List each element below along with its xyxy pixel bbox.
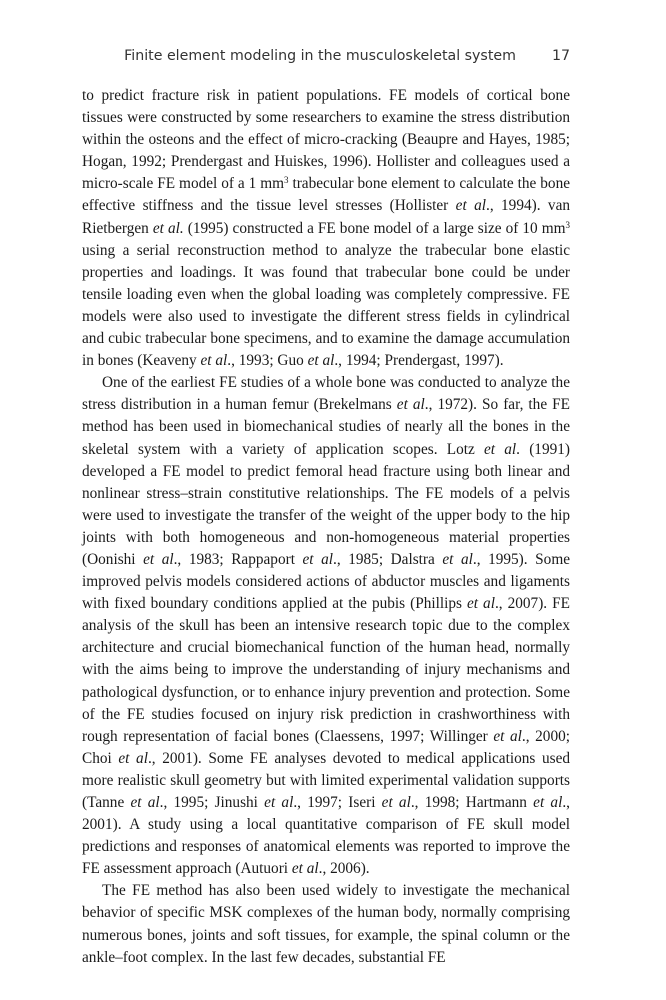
running-head bbox=[82, 48, 570, 64]
paragraph: The FE method has also been used widely to investigate the mechanical behavior of specific MSK complexes of the human body, normally comprising numerous bones, joints and soft tissues, for example, the spinal column or the ankle–foot complex. In the last few decades, substantial FE bbox=[82, 882, 570, 966]
paragraph: to predict fracture risk in patient populations. FE models of cortical bone tissues were constructed by some researchers to examine the stress distribution within the osteons and the effect of micro-cracking (Beaupre and Hayes, 1985; Hogan, 1992; Prendergast and Huiskes, 1996). Hollister and colleagues used a micro-scale FE model of a 1 $mm^3$ trabecular bone element to calculate the bone effective stiffness and the tissue level stresses (Hollister et al., 1994). van Rietbergen et al. (1995) constructed a FE bone model of a large size of 10 $mm^3$ using a serial reconstruction method to analyze the trabecular bone elastic properties and loadings. It was found that trabecular bone could be under tensile loading even when the global loading was completely compressive. FE models were also used to investigate the different stress fields in cylindrical and cubic trabecular bone specimens, and to examine the damage accumulation in bones (Keaveny et al., 1993; Guo et al., 1994; Prendergast, 1997). bbox=[82, 87, 571, 370]
page-number: 17 bbox=[551, 48, 570, 64]
paragraph: One of the earliest FE studies of a whole bone was conducted to analyze the stress distribution in a human femur (Brekelmans et al., 1972). So far, the FE method has been used in biomechanical studies of nearly all the bones in the skeletal system with a variety of application scopes. Lotz et al. (1991) developed a FE model to predict femoral head fracture using both linear and nonlinear stress–strain constitutive relationships. The FE models of a pelvis were used to investigate the transfer of the weight of the upper body to the hip joints with both homogeneous and non-homogeneous material properties (Oonishi et al., 1983; Rappaport et al., 1985; Dalstra et al., 1995). Some improved pelvis models considered actions of abductor muscles and ligaments with fixed boundary conditions applied at the pubis (Phillips et al., 2007). FE analysis of the skull has been an intensive research topic due to the complex architecture and crucial biomechanical function of the human head, normally with the aims being to improve the understanding of injury mechanisms and pathological dysfunction, or to enhance injury prevention and protection. Some of the FE studies focused on injury risk prediction in crashworthiness with rough representation of facial bones (Claessens, 1997; Willinger et al., 2000; Choi et al., 2001). Some FE analyses devoted to medical applications used more realistic skull geometry but with limited experimental validation supports (Tanne et al., 1995; Jinushi et al., 1997; Iseri et al., 1998; Hartmann et al., 2001). A study using a local quantitative comparison of FE skull model predictions and responses of anatomical elements was reported to improve the FE assessment approach (Autuori et al., 2006). bbox=[82, 374, 571, 878]
running-title: Finite element modeling in the musculoskeletal system bbox=[124, 48, 516, 64]
superscript: 3 bbox=[565, 219, 570, 230]
body-text bbox=[82, 85, 570, 969]
superscript: 3 bbox=[284, 175, 289, 186]
